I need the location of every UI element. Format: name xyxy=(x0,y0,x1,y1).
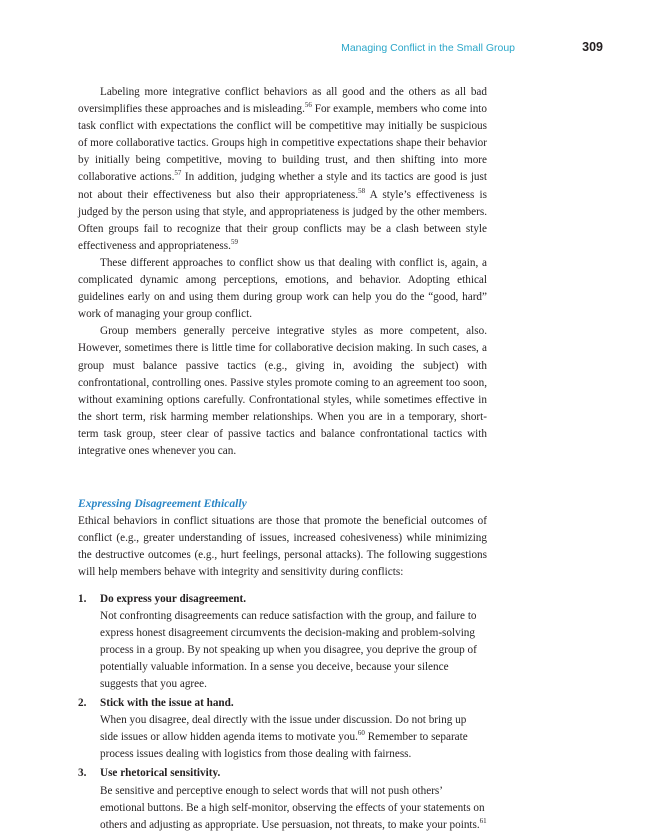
page-number: 309 xyxy=(582,40,603,54)
guideline-text: Remember to separate process issues dealing with logistics from those dealing with fairness. xyxy=(100,731,468,761)
paragraph-text: In addition, judging whether a style and its tactics are good is just not about their effectiveness but also their appropriateness. xyxy=(78,171,487,201)
section-heading: Expressing Disagreement Ethically xyxy=(78,497,247,511)
guideline-title: Use rhetorical sensitivity. xyxy=(100,767,221,780)
section-intro-paragraph: Ethical behaviors in conflict situations are those that promote the beneficial outcomes of conflict (e.g., greater understanding of issues, increased cohesiveness) while minimizing the destructive outcomes (e.g., hurt feelings, personal attacks). The following suggestions will help members behave with integrity and sensitivity during conflicts: xyxy=(78,515,487,579)
guideline-text: Be sensitive and perceptive enough to select words that will not push others’ emotional buttons. Be a high self-monitor, observing the effects of your statements on others and adjusting as appropriate. Use persuasion, not threats, to make your points. xyxy=(100,784,485,831)
body-paragraph-3: Group members generally perceive integrative styles as more competent, also. However, sometimes there is little time for collaborative decision making. In such cases, a group must balance passive tactics (e.g., giving in, avoiding the subject) with confrontational, controlling ones. Passive styles promote coming to an agreement too soon, without examining options carefully. Confrontational styles, while sometimes effective in the short term, risk harming member relationships. When you are in a temporary, short-term task group, steer clear of passive tactics and balance confrontational tactics with integrative ones whenever you can. xyxy=(78,325,487,457)
body-paragraph-1 xyxy=(78,84,487,255)
guideline-number: 3. xyxy=(78,767,87,780)
endnote-ref: 58 xyxy=(358,186,366,195)
guideline-list xyxy=(78,591,487,834)
endnote-ref: 56 xyxy=(304,101,312,110)
guideline-text: Not confronting disagreements can reduce satisfaction with the group, and failure to express honest disagreement circumvents the decision-making and problem-solving process in a group. By not speaking up when you disagree, you deprive the group of potentially valuable information. In a sense you deceive, because your silence suggests that you agree. xyxy=(100,609,477,690)
guideline-body xyxy=(100,783,487,834)
endnote-ref: 59 xyxy=(230,237,238,246)
endnote-ref: 60 xyxy=(357,729,365,738)
page-body xyxy=(78,84,487,836)
guideline-item xyxy=(78,695,487,763)
paragraph-text: A style’s effectiveness is judged by the person using that style, and appropriateness is judged by the other members. Often groups fail to recognize that their group conflicts may be a clash between style effectiveness and appropriateness. xyxy=(78,188,487,252)
guideline-number: 2. xyxy=(78,697,87,710)
guideline-title: Stick with the issue at hand. xyxy=(100,697,234,710)
body-paragraph-2: These different approaches to conflict show us that dealing with conflict is, again, a complicated dynamic among perceptions, emotions, and behavior. Adopting ethical guidelines early on and using them during group work can help you do the “good, hard” work of managing your group conflict. xyxy=(78,256,487,321)
guideline-body xyxy=(100,608,487,693)
guideline-title: Do express your disagreement. xyxy=(100,592,247,605)
guideline-number: 1. xyxy=(78,592,87,605)
guideline-text: When you disagree, deal directly with the issue under discussion. Do not bring up side issues or allow hidden agenda items to motivate you. xyxy=(100,714,467,744)
paragraph-text: For example, members who come into task conflict with expectations the conflict will be competitive may initially be suspicious of more collaborative tactics. Groups high in competitive expectations shape their behavior by initially being competitive, moving to building trust, and then shifting into more collaborative actions. xyxy=(78,103,487,184)
guideline-item xyxy=(78,591,487,694)
endnote-ref: 61 xyxy=(479,816,487,825)
paragraph-text: Labeling more integrative conflict behaviors as all good and the others as all bad oversimplifies these approaches and is misleading. xyxy=(78,86,487,116)
endnote-ref: 57 xyxy=(174,169,182,178)
running-head-title: Managing Conflict in the Small Group xyxy=(341,42,515,54)
guideline-body xyxy=(100,712,487,763)
